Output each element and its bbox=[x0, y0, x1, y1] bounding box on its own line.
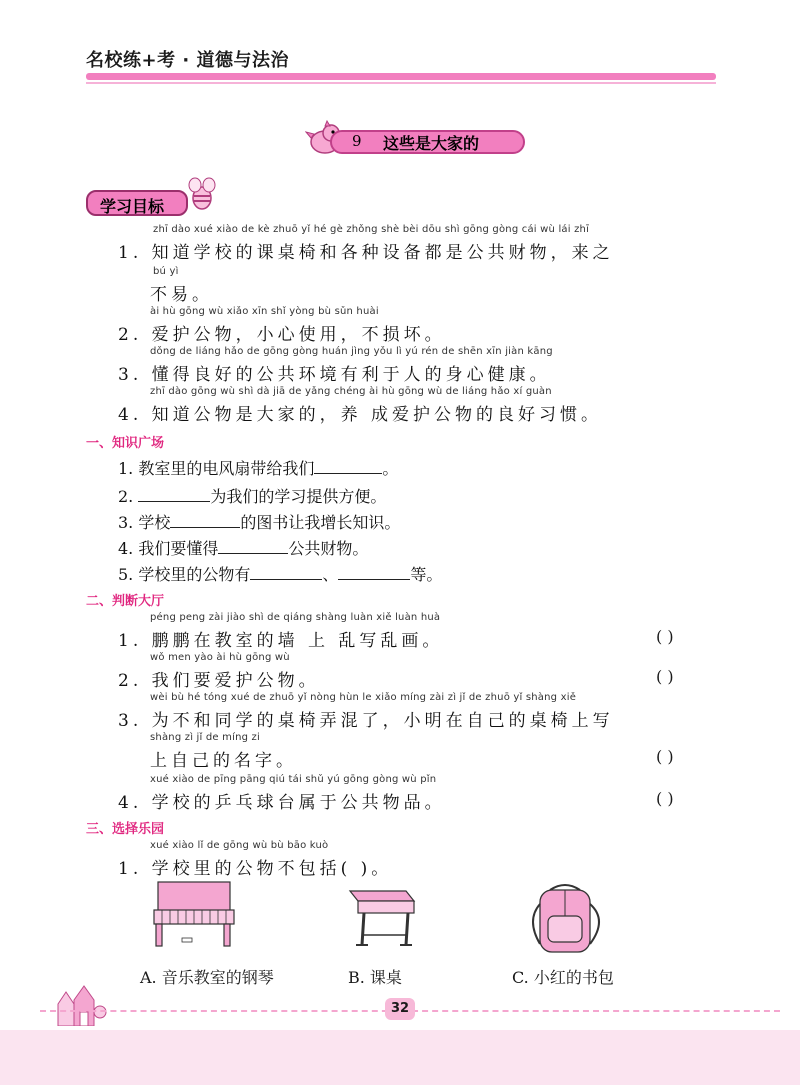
goal-1-text-line2: 不易。 bbox=[150, 285, 213, 305]
judge-3-pinyin-line2: shàng zì jǐ de míng zi bbox=[150, 732, 260, 743]
bee-icon bbox=[186, 176, 218, 212]
desk-icon bbox=[340, 885, 420, 955]
answer-blank[interactable] bbox=[314, 459, 382, 474]
judge-4-text: 4. 学校的乒乓球台属于公共物品。 bbox=[118, 793, 446, 813]
footer-band bbox=[0, 1030, 800, 1085]
goal-3-text: 3. 懂得良好的公共环境有利于人的身心健康。 bbox=[118, 365, 551, 385]
fill-item-4: 4. 我们要懂得 公共财物。 bbox=[118, 539, 369, 558]
judge-2-text: 2. 我们要爱护公物。 bbox=[118, 671, 320, 691]
goal-4-pinyin: zhī dào gōng wù shì dà jiā de yǎng chéng ài hù gōng wù de liáng hǎo xí guàn bbox=[150, 386, 552, 397]
page-number: 32 bbox=[385, 998, 415, 1020]
judge-1-answer[interactable]: ( ) bbox=[656, 627, 674, 646]
goal-3-pinyin: dǒng de liáng hǎo de gōng gòng huán jìng yǒu lì yú rén de shēn xīn jiàn kāng bbox=[150, 346, 553, 357]
judge-3-answer[interactable]: ( ) bbox=[656, 747, 674, 766]
goal-1-pinyin-line2: bú yì bbox=[153, 266, 179, 277]
fill-item-2: 2. 为我们的学习提供方便。 bbox=[118, 487, 387, 506]
answer-blank[interactable] bbox=[138, 487, 210, 502]
running-header-title: 名校练+考 · 道德与法治 bbox=[86, 50, 289, 71]
lesson-title: 这些是大家的 bbox=[383, 134, 480, 153]
castle-icon bbox=[52, 982, 108, 1026]
judge-3-text-line2: 上自己的名字。 bbox=[150, 751, 297, 771]
judge-3-pinyin: wèi bù hé tóng xué de zhuō yǐ nòng hùn le xiǎo míng zài zì jǐ de zhuō yǐ shàng xiě bbox=[150, 692, 577, 703]
lesson-banner bbox=[305, 124, 527, 158]
header-rule-thin bbox=[86, 82, 716, 84]
section-1-heading: 一、知识广场 bbox=[86, 436, 165, 451]
section-3-heading: 三、选择乐园 bbox=[86, 822, 165, 837]
choice-question-text: 1. 学校里的公物不包括( )。 bbox=[118, 859, 393, 879]
goal-1-pinyin: zhī dào xué xiào de kè zhuō yǐ hé gè zhǒng shè bèi dōu shì gōng gòng cái wù lái zhī bbox=[153, 224, 590, 235]
goal-4-text: 4. 知道公物是大家的，养 成爱护公物的良好习惯。 bbox=[118, 405, 603, 425]
goal-2-text: 2. 爱护公物，小心使用，不损坏。 bbox=[118, 325, 446, 345]
lesson-number: 9 bbox=[352, 132, 362, 150]
piano-icon bbox=[148, 880, 238, 950]
option-b[interactable]: B. 课桌 bbox=[348, 968, 402, 987]
option-a[interactable]: A. 音乐教室的钢琴 bbox=[140, 968, 274, 987]
answer-blank[interactable] bbox=[218, 539, 288, 554]
learning-goals-heading: 学习目标 bbox=[100, 197, 165, 216]
judge-3-text: 3. 为不和同学的桌椅弄混了，小明在自己的桌椅上写 bbox=[118, 711, 614, 731]
fill-item-3: 3. 学校 的图书让我增长知识。 bbox=[118, 513, 401, 532]
goal-1-text: 1. 知道学校的课桌椅和各种设备都是公共财物，来之 bbox=[118, 243, 614, 263]
answer-blank[interactable] bbox=[170, 513, 240, 528]
answer-blank[interactable] bbox=[338, 565, 410, 580]
judge-4-pinyin: xué xiào de pīng pāng qiú tái shǔ yú gōng gòng wù pǐn bbox=[150, 774, 437, 785]
header-rule bbox=[86, 73, 716, 80]
answer-blank[interactable] bbox=[250, 565, 322, 580]
judge-2-pinyin: wǒ men yào ài hù gōng wù bbox=[150, 652, 290, 663]
judge-1-text: 1. 鹏鹏在教室的墙 上 乱写乱画。 bbox=[118, 631, 444, 651]
section-2-heading: 二、判断大厅 bbox=[86, 594, 165, 609]
goal-2-pinyin: ài hù gōng wù xiǎo xīn shǐ yòng bù sǔn huài bbox=[150, 306, 379, 317]
judge-2-answer[interactable]: ( ) bbox=[656, 667, 674, 686]
fill-item-5: 5. 学校里的公物有 、 等。 bbox=[118, 565, 443, 584]
backpack-icon bbox=[520, 880, 610, 960]
learning-goals-badge bbox=[86, 190, 188, 216]
judge-4-answer[interactable]: ( ) bbox=[656, 789, 674, 808]
judge-1-pinyin: péng peng zài jiào shì de qiáng shàng luàn xiě luàn huà bbox=[150, 612, 441, 623]
fill-item-1: 1. 教室里的电风扇带给我们 。 bbox=[118, 459, 399, 478]
choice-question-pinyin: xué xiào lǐ de gōng wù bù bāo kuò bbox=[150, 840, 329, 851]
option-c[interactable]: C. 小红的书包 bbox=[512, 968, 614, 987]
